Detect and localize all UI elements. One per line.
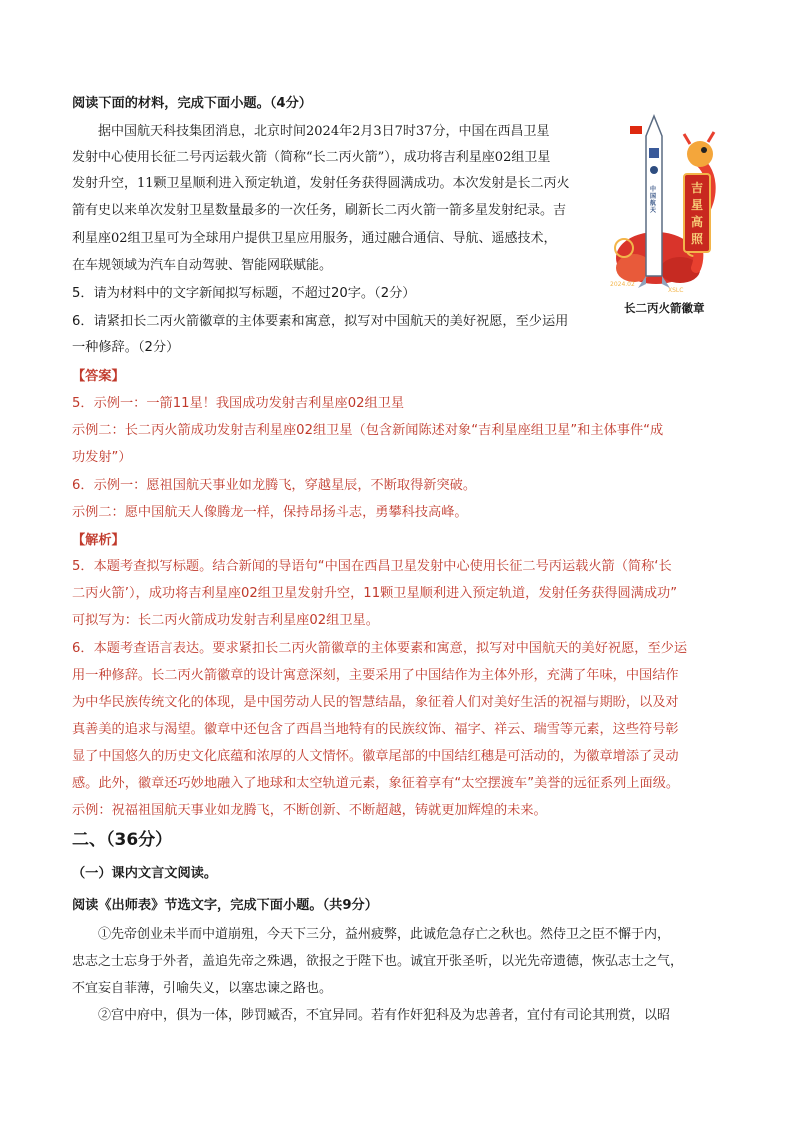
analysis-line: 可拟写为：长二丙火箭成功发射吉利星座02组卫星。 (72, 613, 379, 628)
badge-date-text: 2024.02 (610, 281, 635, 288)
answer-line: 6．示例一：愿祖国航天事业如龙腾飞，穿越星辰，不断取得新突破。 (72, 478, 477, 493)
answer-header: 【答案】 (72, 369, 125, 384)
badge-site-text: XSLC (668, 287, 684, 294)
section-heading: 二、（36分） (72, 830, 173, 850)
classical-line: ①先帝创业未半而中道崩殂，今天下三分，益州疲弊，此诚危急存亡之秋也。然侍卫之臣不懈于内， (72, 927, 671, 942)
classical-line: ②宫中府中，俱为一体，陟罚臧否，不宜异同。若有作奸犯科及为忠善者，宜付有司论其刑赏，以昭 (72, 1008, 671, 1023)
banner-char: 星 (690, 198, 703, 212)
analysis-line: 6．本题考查语言表达。要求紧扣长二丙火箭徽章的主体要素和寓意，拟写对中国航天的美好祝愿，至少运 (72, 641, 688, 656)
passage-line: 利星座02组卫星可为全球用户提供卫星应用服务，通过融合通信、导航、遥感技术， (72, 231, 557, 246)
rocket-badge-figure (604, 108, 724, 316)
analysis-line: 感。此外，徽章还巧妙地融入了地球和太空轨道元素，象征着享有“太空摆渡车”美誉的远征系列上面级。 (72, 776, 680, 791)
reading-intro: 阅读下面的材料，完成下面小题。（4分） (72, 96, 312, 111)
passage-line: 据中国航天科技集团消息，北京时间2024年2月3日7时37分，中国在西昌卫星 (72, 124, 550, 139)
passage-line: 在车规领域为汽车自动驾驶、智能网联赋能。 (72, 258, 333, 273)
banner-char: 吉 (690, 181, 703, 195)
answer-line: 功发射”） (72, 450, 132, 465)
analysis-line: 为中华民族传统文化的体现，是中国劳动人民的智慧结晶，象征着人们对美好生活的祝福与期盼，以及对 (72, 695, 679, 710)
passage-line: 发射升空，11颗卫星顺利进入预定轨道，发射任务获得圆满成功。本次发射是长二丙火 (72, 176, 570, 191)
analysis-header: 【解析】 (72, 533, 125, 548)
analysis-line: 真善美的追求与渴望。徽章中还包含了西昌当地特有的民族纹饰、福字、祥云、瑞雪等元素，这些符号彰 (72, 722, 679, 737)
question-5: 5．请为材料中的文字新闻拟写标题，不超过20字。（2分） (72, 286, 416, 301)
analysis-line: 二丙火箭’），成功将吉利星座02组卫星发射升空，11颗卫星顺利进入预定轨道，发射任务获得圆满成功” (72, 586, 678, 601)
classical-line: 不宜妄自菲薄，引喻失义，以塞忠谏之路也。 (72, 981, 333, 996)
analysis-line: 用一种修辞。长二丙火箭徽章的设计寓意深刻，主要采用了中国结作为主体外形，充满了年味，中国结作 (72, 668, 679, 683)
passage-line: 发射中心使用长征二号丙运载火箭（简称“长二丙火箭”），成功将吉利星座02组卫星 (72, 150, 551, 165)
rocket-badge-icon (604, 108, 724, 298)
answer-line: 5．示例一：一箭11星！我国成功发射吉利星座02组卫星 (72, 396, 405, 411)
classical-line: 忠志之士忘身于外者，盖追先帝之殊遇，欲报之于陛下也。诚宜开张圣听，以光先帝遗德，恢弘志士之气， (72, 954, 684, 969)
rocket-label: 中国航天 (650, 186, 657, 214)
banner-char: 高 (690, 215, 703, 229)
analysis-line: 5．本题考查拟写标题。结合新闻的导语句“中国在西昌卫星发射中心使用长征二号丙运载火箭（简称‘长 (72, 559, 672, 574)
answer-line: 示例二：长二丙火箭成功发射吉利星座02组卫星（包含新闻陈述对象“吉利星座组卫星”和主体事件“成 (72, 423, 664, 438)
figure-caption: 长二丙火箭徽章 (624, 301, 705, 315)
question-6-line: 一种修辞。（2分） (72, 340, 180, 355)
passage-line: 箭有史以来单次发射卫星数量最多的一次任务，刷新长二丙火箭一箭多星发射纪录。吉 (72, 203, 567, 218)
classical-intro: 阅读《出师表》节选文字，完成下面小题。（共9分） (72, 898, 378, 913)
analysis-line: 示例：祝福祖国航天事业如龙腾飞，不断创新、不断超越，铸就更加辉煌的未来。 (72, 803, 547, 818)
subsection-heading: （一）课内文言文阅读。 (72, 866, 218, 881)
analysis-line: 显了中国悠久的历史文化底蕴和浓厚的人文情怀。徽章尾部的中国结红穗是可活动的，为徽章增添了灵动 (72, 749, 679, 764)
answer-line: 示例二：愿中国航天人像腾龙一样，保持昂扬斗志，勇攀科技高峰。 (72, 505, 468, 520)
question-6-line: 6．请紧扣长二丙火箭徽章的主体要素和寓意，拟写对中国航天的美好祝愿，至少运用 (72, 314, 569, 329)
banner-char: 照 (690, 232, 703, 246)
badge-banner (688, 180, 706, 248)
